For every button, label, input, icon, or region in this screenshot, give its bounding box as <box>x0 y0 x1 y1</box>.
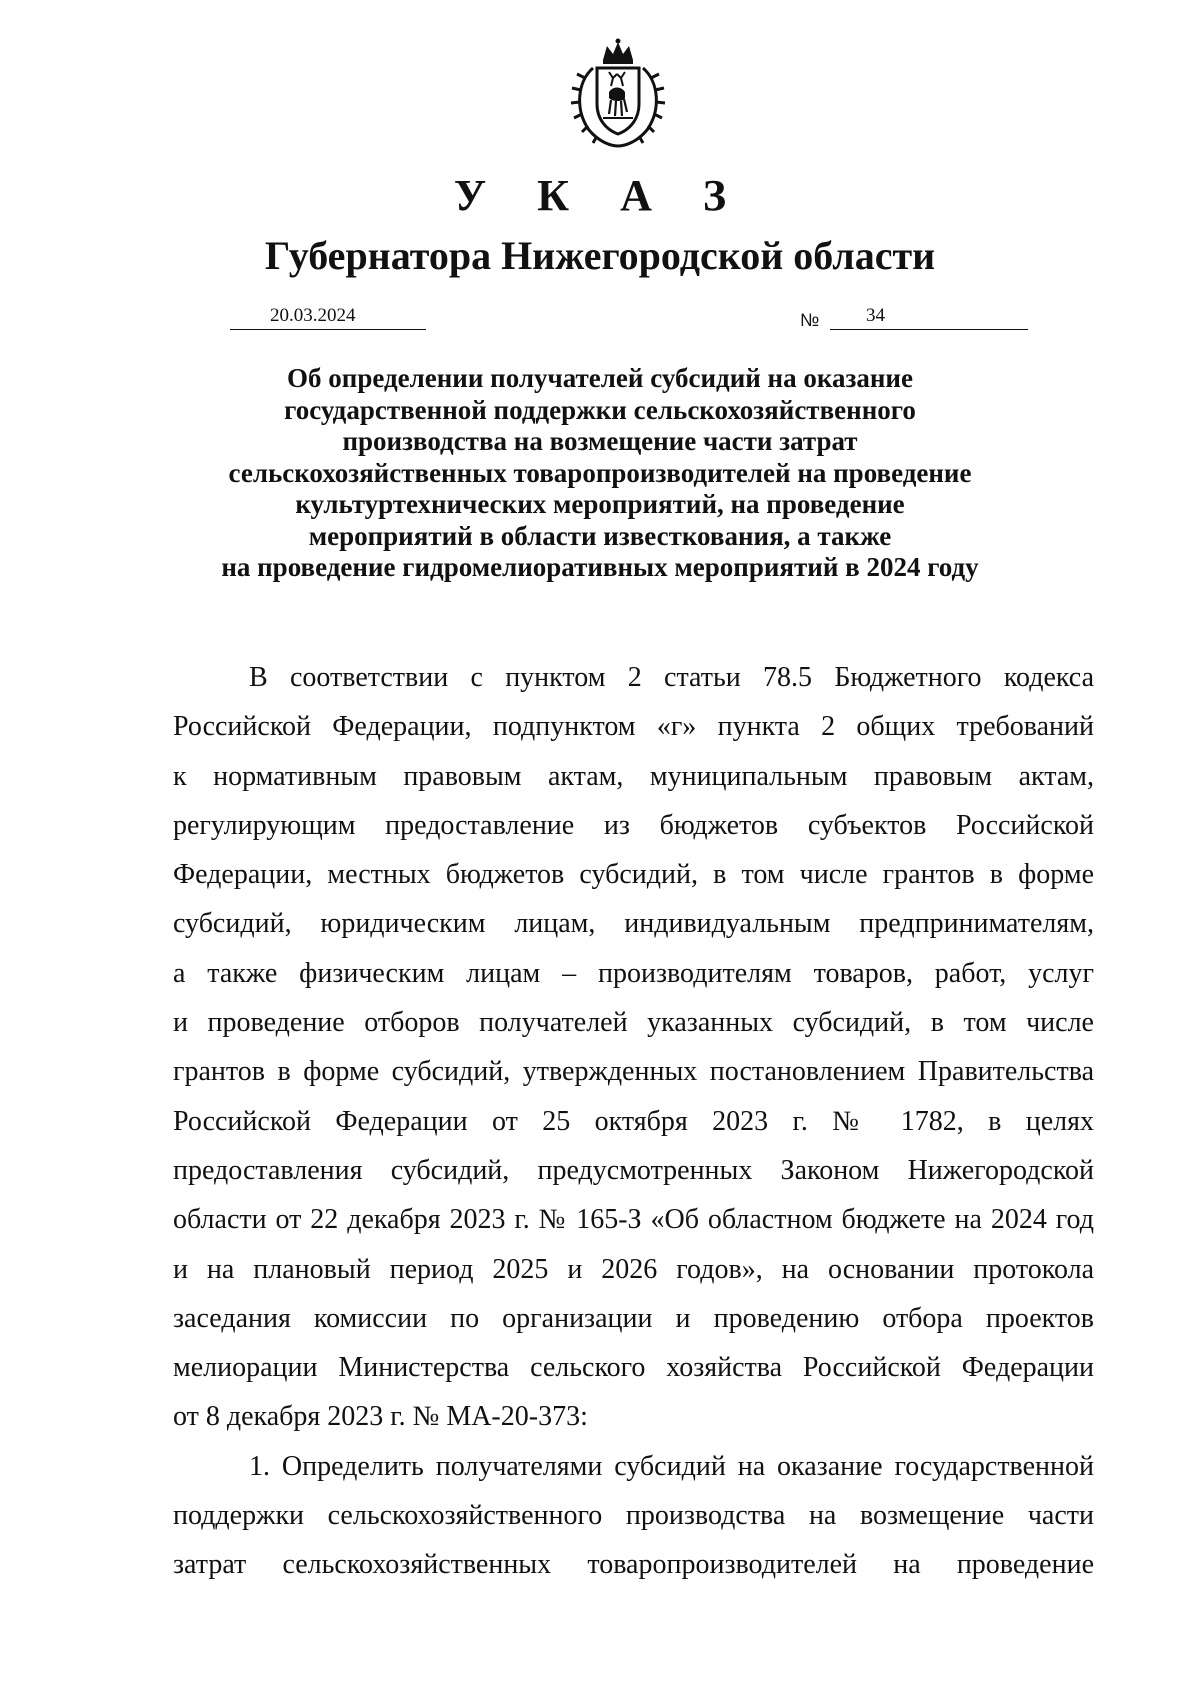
body-line: области от 22 декабря 2023 г. № 165-З «Об областном бюджете на 2024 год <box>173 1204 1094 1236</box>
number-field <box>830 305 1028 330</box>
body-line: а также физическим лицам – производителям товаров, работ, услуг <box>173 957 1094 989</box>
body-line: мелиорации Министерства сельского хозяйства Российской Федерации <box>173 1352 1094 1384</box>
heading-line: на проведение гидромелиоративных мероприятий в 2024 году <box>221 552 979 582</box>
body-line: и проведение отборов получателей указанных субсидий, в том числе <box>173 1007 1094 1039</box>
document-date: 20.03.2024 <box>270 305 356 326</box>
body-line: поддержки сельскохозяйственного производства на возмещение части <box>173 1500 1094 1532</box>
body-line: к нормативным правовым актам, муниципальным правовым актам, <box>173 760 1094 792</box>
document-type-title: У К А З <box>453 171 747 220</box>
document-heading <box>150 363 1050 584</box>
body-line: затрат сельскохозяйственных товаропроизводителей на проведение <box>173 1549 1094 1581</box>
body-line: В соответствии с пунктом 2 статьи 78.5 Бюджетного кодекса <box>249 662 1094 693</box>
document-body <box>173 653 1094 1590</box>
document-number: 34 <box>866 305 885 326</box>
date-field <box>230 305 426 330</box>
heading-line: сельскохозяйственных товаропроизводителей на проведение <box>228 457 972 488</box>
heading-line: Об определении получателей субсидий на оказание <box>287 363 913 393</box>
body-line: и на плановый период 2025 и 2026 годов», на основании протокола <box>173 1253 1094 1285</box>
body-line: 1. Определить получателями субсидий на оказание государственной <box>249 1450 1094 1482</box>
body-line: от 8 декабря 2023 г. № МА-20-373: <box>173 1401 588 1433</box>
heading-line: государственной поддержки сельскохозяйственного <box>284 394 916 425</box>
body-line: регулирующим предоставление из бюджетов субъектов Российской <box>173 809 1094 841</box>
body-line: предоставления субсидий, предусмотренных Законом Нижегородской <box>173 1154 1094 1186</box>
body-line: грантов в форме субсидий, утвержденных постановлением Правительства <box>173 1056 1094 1088</box>
body-line: субсидий, юридическим лицам, индивидуальным предпринимателям, <box>173 908 1094 940</box>
heading-line: мероприятий в области известкования, а также <box>308 520 892 551</box>
document-issuer-title: Губернатора Нижегородской области <box>264 233 936 278</box>
body-line: Российской Федерации от 25 октября 2023 г. № 1782, в целях <box>173 1105 1094 1137</box>
body-line: заседания комиссии по организации и проведению отбора проектов <box>173 1302 1094 1334</box>
coat-of-arms-icon <box>563 38 673 150</box>
heading-line: культуртехнических мероприятий, на проведение <box>295 489 905 519</box>
body-line: Федерации, местных бюджетов субсидий, в том числе грантов в форме <box>173 859 1094 891</box>
number-label: № <box>800 310 820 330</box>
heading-line: производства на возмещение части затрат <box>342 426 858 456</box>
body-line: Российской Федерации, подпунктом «г» пункта 2 общих требований <box>173 711 1094 743</box>
